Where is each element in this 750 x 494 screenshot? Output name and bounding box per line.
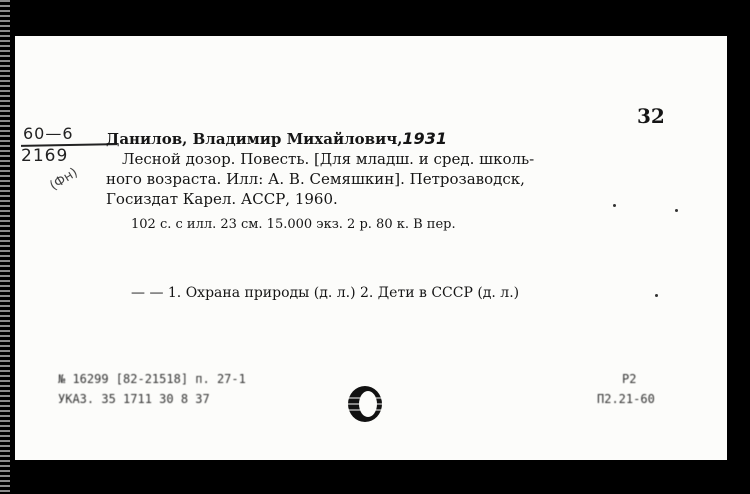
description [106,149,666,209]
scan-edge [0,0,10,494]
collation-line: 102 с. с илл. 23 см. 15.000 экз. 2 р. 80 к. В пер. [131,217,456,232]
description-line: ного возраста. Илл: А. В. Семяшкин]. Петрозаводск, [106,170,525,188]
description-line: Госиздат Карел. АССР, 1960. [106,190,338,208]
scan-speck [613,204,616,207]
catalog-code-left-1: № 16299 [82-21518] п. 27-1 [58,372,246,386]
publisher-emblem-icon [344,384,386,424]
handwritten-code-bottom: 2169 [21,146,69,166]
scan-speck [655,294,658,297]
description-line: Лесной дозор. Повесть. [Для младш. и сред. школь- [122,150,535,168]
card-number: 32 [637,104,665,128]
handwritten-code-top: 60—6 [23,124,74,143]
catalog-code-right-1: Р2 [622,372,637,386]
catalog-code-right-2: П2.21-60 [597,392,655,406]
author-name: Данилов, Владимир Михайлович, [106,130,403,148]
scan-speck [675,209,678,212]
handwritten-stamp: (Фн) [47,165,81,194]
author-heading [106,129,447,148]
subject-headings: — — 1. Охрана природы (д. л.) 2. Дети в СССР (д. л.) [131,285,520,301]
handwritten-birth-year: 1931 [402,129,447,148]
library-catalog-card [15,36,727,460]
catalog-code-left-2: УКАЗ. 35 1711 30 8 37 [58,392,210,406]
